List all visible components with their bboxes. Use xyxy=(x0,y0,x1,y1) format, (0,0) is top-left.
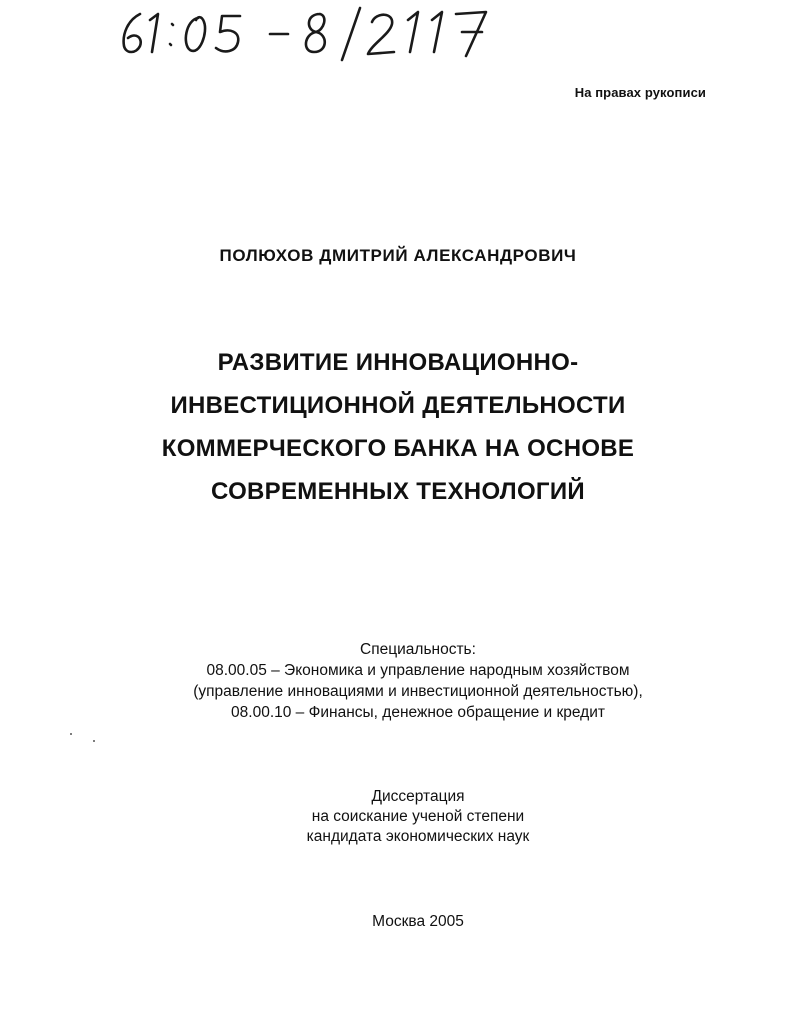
specialty-line: 08.00.05 – Экономика и управление народным хозяйством xyxy=(206,662,630,679)
specialty-block xyxy=(0,639,796,723)
degree-block xyxy=(0,787,796,847)
rights-note: На правах рукописи xyxy=(574,85,706,100)
city-year: Москва 2005 xyxy=(372,913,464,930)
title-line: РАЗВИТИЕ ИННОВАЦИОННО- xyxy=(217,349,579,376)
scan-speck xyxy=(70,733,72,735)
scan-speck xyxy=(93,740,95,742)
title-line: КОММЕРЧЕСКОГО БАНКА НА ОСНОВЕ xyxy=(161,435,635,462)
degree-line: кандидата экономических наук xyxy=(306,828,530,845)
title-line: ИНВЕСТИЦИОННОЙ ДЕЯТЕЛЬНОСТИ xyxy=(170,392,626,419)
handwritten-catalog-number xyxy=(110,4,510,62)
title-line: СОВРЕМЕННЫХ ТЕХНОЛОГИЙ xyxy=(211,478,585,505)
author-name: ПОЛЮХОВ ДМИТРИЙ АЛЕКСАНДРОВИЧ xyxy=(219,246,577,265)
specialty-line: (управление инновациями и инвестиционной деятельностью), xyxy=(193,683,643,700)
degree-line: на соискание ученой степени xyxy=(311,808,525,825)
specialty-heading: Специальность: xyxy=(360,641,476,658)
handwritten-catalog-number-drawing xyxy=(110,4,510,62)
specialty-line: 08.00.10 – Финансы, денежное обращение и кредит xyxy=(231,704,605,721)
degree-line: Диссертация xyxy=(371,788,465,805)
dissertation-title xyxy=(60,341,736,513)
